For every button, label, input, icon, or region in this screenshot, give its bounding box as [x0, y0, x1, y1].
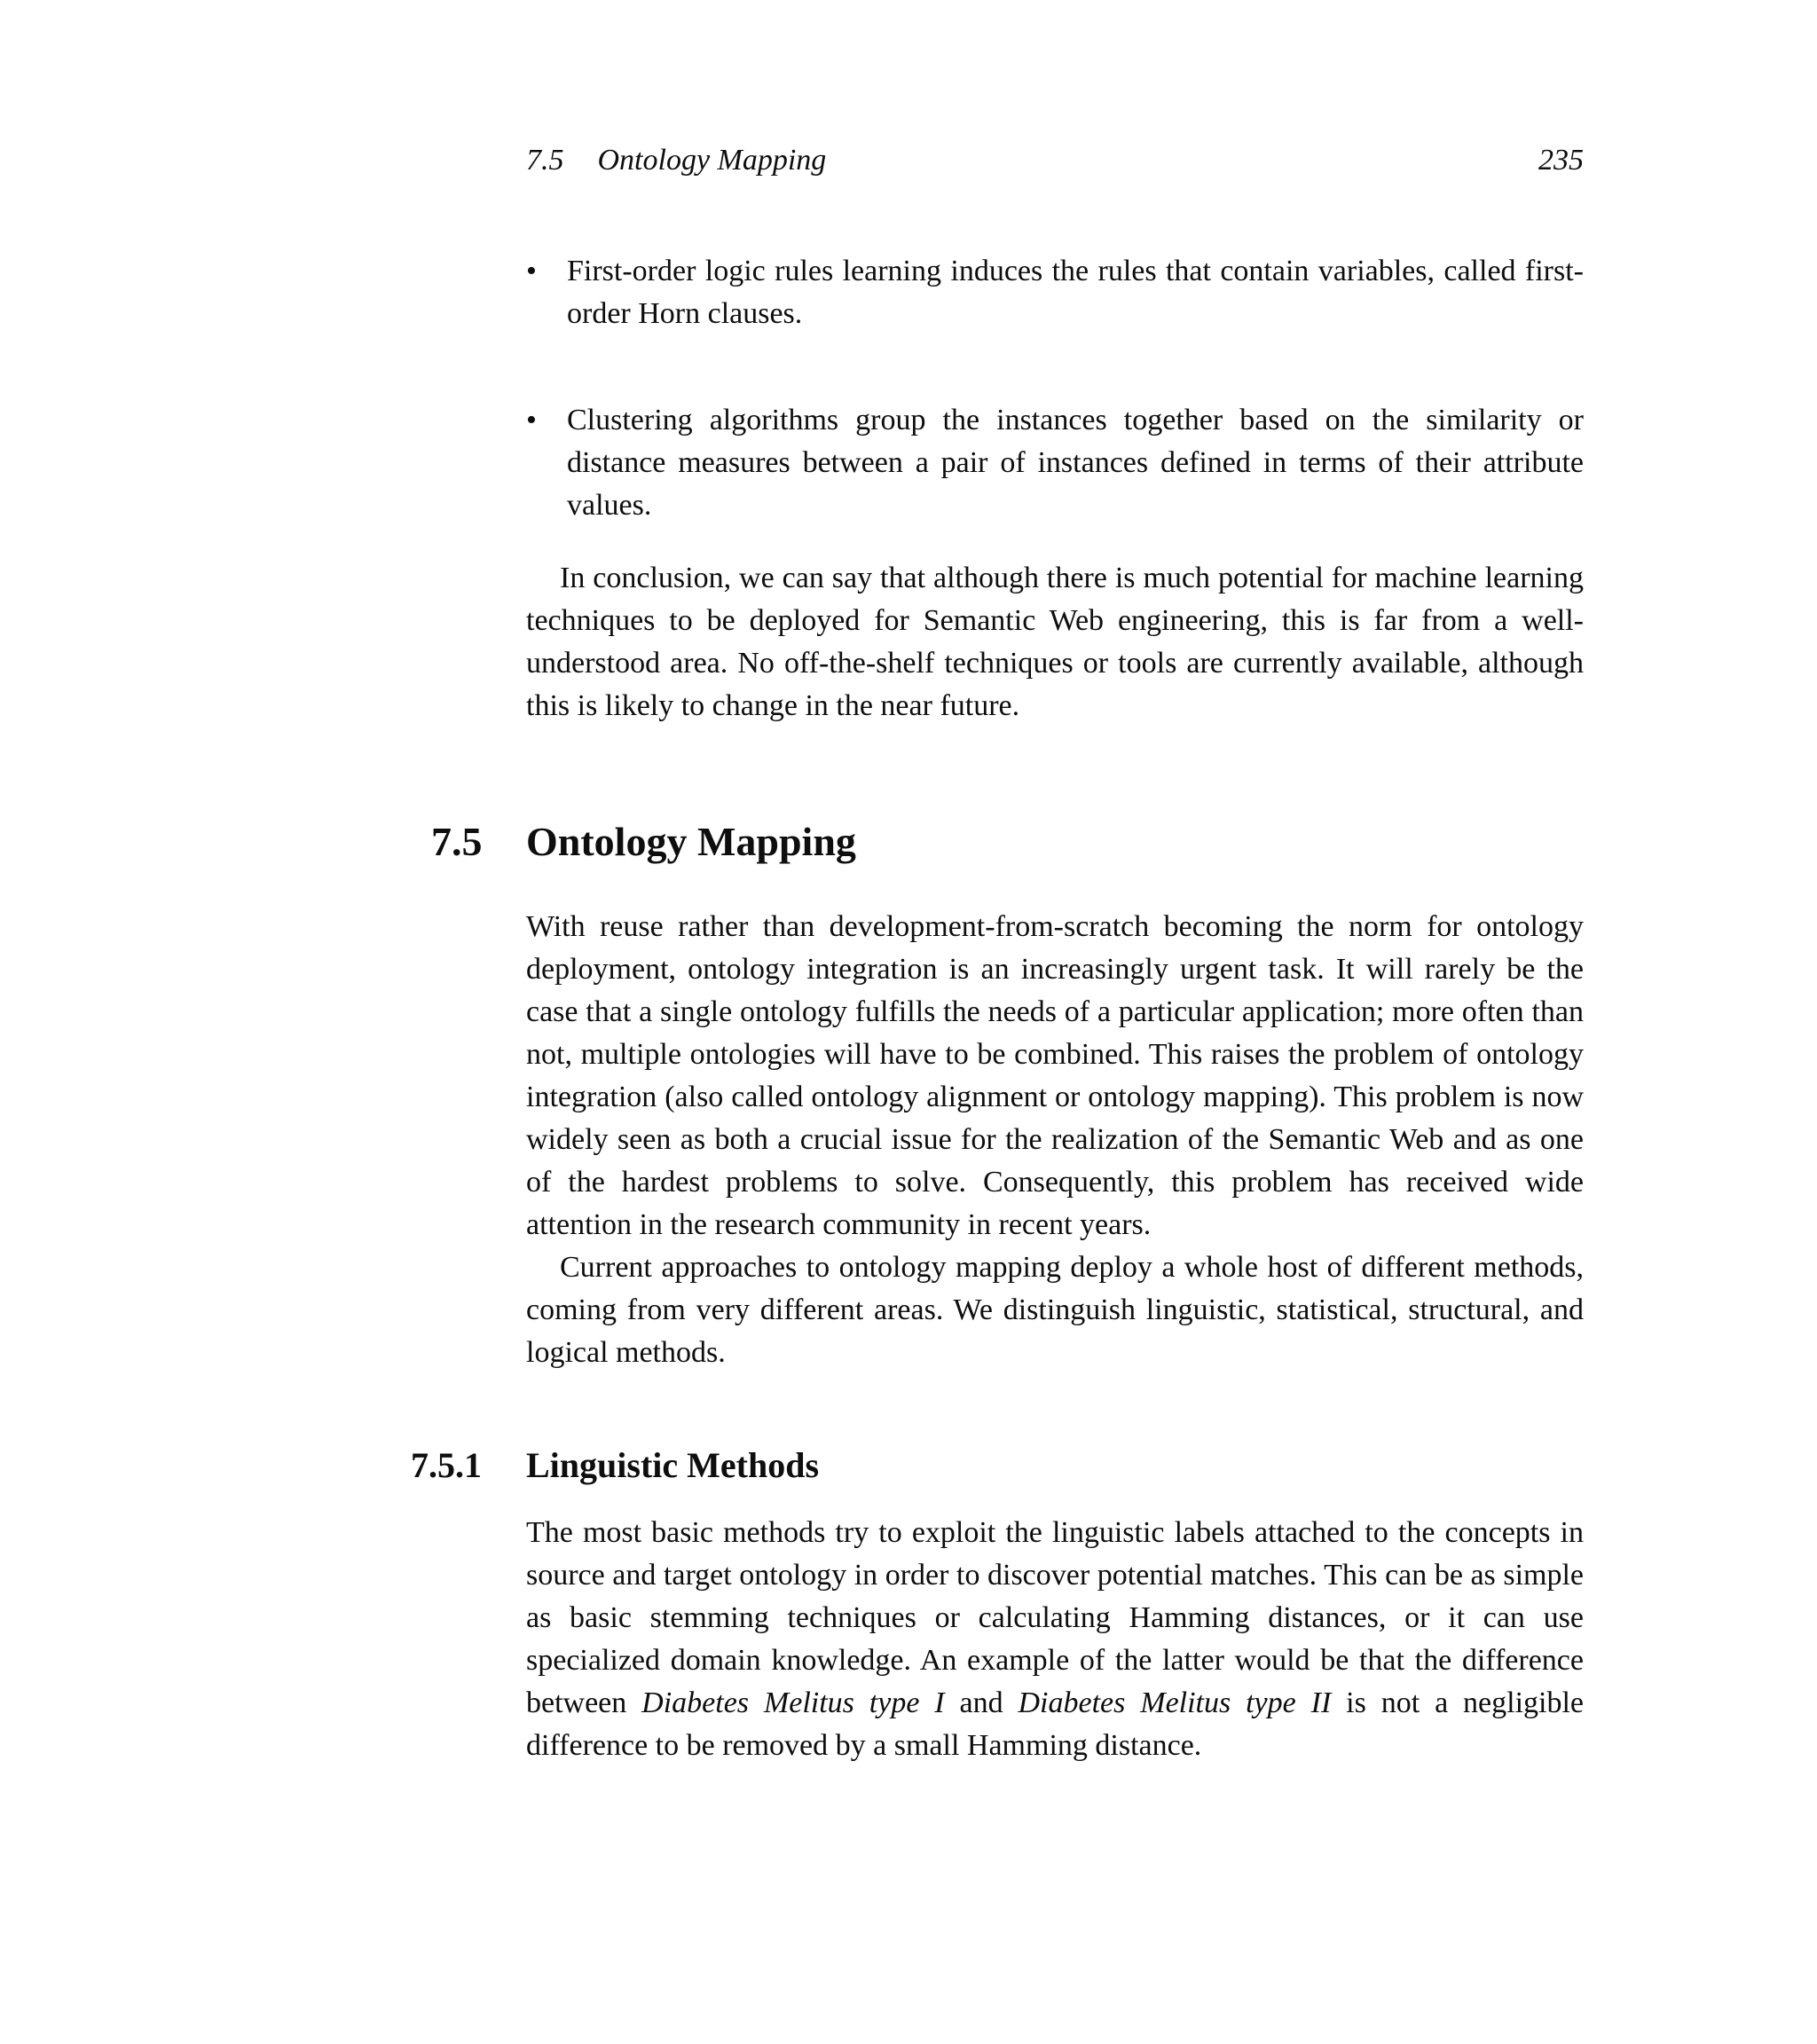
list-item-text: First-order logic rules learning induces the rules that contain variables, called first-order Horn clauses. [567, 255, 1584, 330]
running-header-section-number: 7.5 [526, 144, 564, 177]
bullet-list [526, 250, 1584, 527]
section-paragraph-1: With reuse rather than development-from-scratch becoming the norm for ontology deployment, ontology integration is an increasingly urgent task. It will rarely be the case that a single ontology fulfills the needs of a particular application; more often than not, multiple ontologies will have to be combined. This raises the problem of ontology integration (also called ontology alignment or ontology mapping). This problem is now widely seen as both a crucial issue for the realization of the Semantic Web and as one of the hardest problems to solve. Consequently, this problem has received wide attention in the research community in recent years. [526, 910, 1584, 1241]
running-header-section-title: Ontology Mapping [597, 144, 827, 177]
bullet-icon: • [526, 255, 537, 287]
section-number: 7.5 [431, 819, 483, 864]
list-item [526, 250, 1584, 335]
list-item-text: Clustering algorithms group the instances together based on the similarity or distance measures between a pair of instances defined in terms of their attribute values. [567, 404, 1584, 522]
section-title: Ontology Mapping [526, 819, 856, 864]
subsection-title: Linguistic Methods [526, 1445, 820, 1485]
list-item [526, 399, 1584, 527]
running-header-left [526, 142, 826, 179]
subsection-paragraph: The most basic methods try to exploit the linguistic labels attached to the concepts in source and target ontology in order to discover potential matches. This can be as simple as basic stemming techniques or calculating Hamming distances, or it can use specialized domain knowledge. An example of the latter would be that the difference between Diabetes Melitus type I and Diabetes Melitus type II is not a negligible difference to be removed by a small Hamming distance. [526, 1516, 1585, 1762]
subsection-number: 7.5.1 [411, 1445, 482, 1485]
running-header [526, 142, 1584, 179]
subsection-heading [411, 1443, 1584, 1488]
section-paragraph-2: Current approaches to ontology mapping deploy a whole host of different methods, coming from very different areas. We distinguish linguistic, statistical, structural, and logical methods. [526, 1251, 1584, 1369]
bullet-icon: • [526, 404, 537, 436]
text-column [411, 0, 1585, 1767]
section-heading [431, 816, 1584, 868]
page-number: 235 [1538, 144, 1584, 177]
conclusion-paragraph: In conclusion, we can say that although there is much potential for machine learning techniques to be deployed for Semantic Web engineering, this is far from a well-understood area. No off-the-shelf techniques or tools are currently available, although this is likely to change in the near future. [526, 562, 1584, 722]
